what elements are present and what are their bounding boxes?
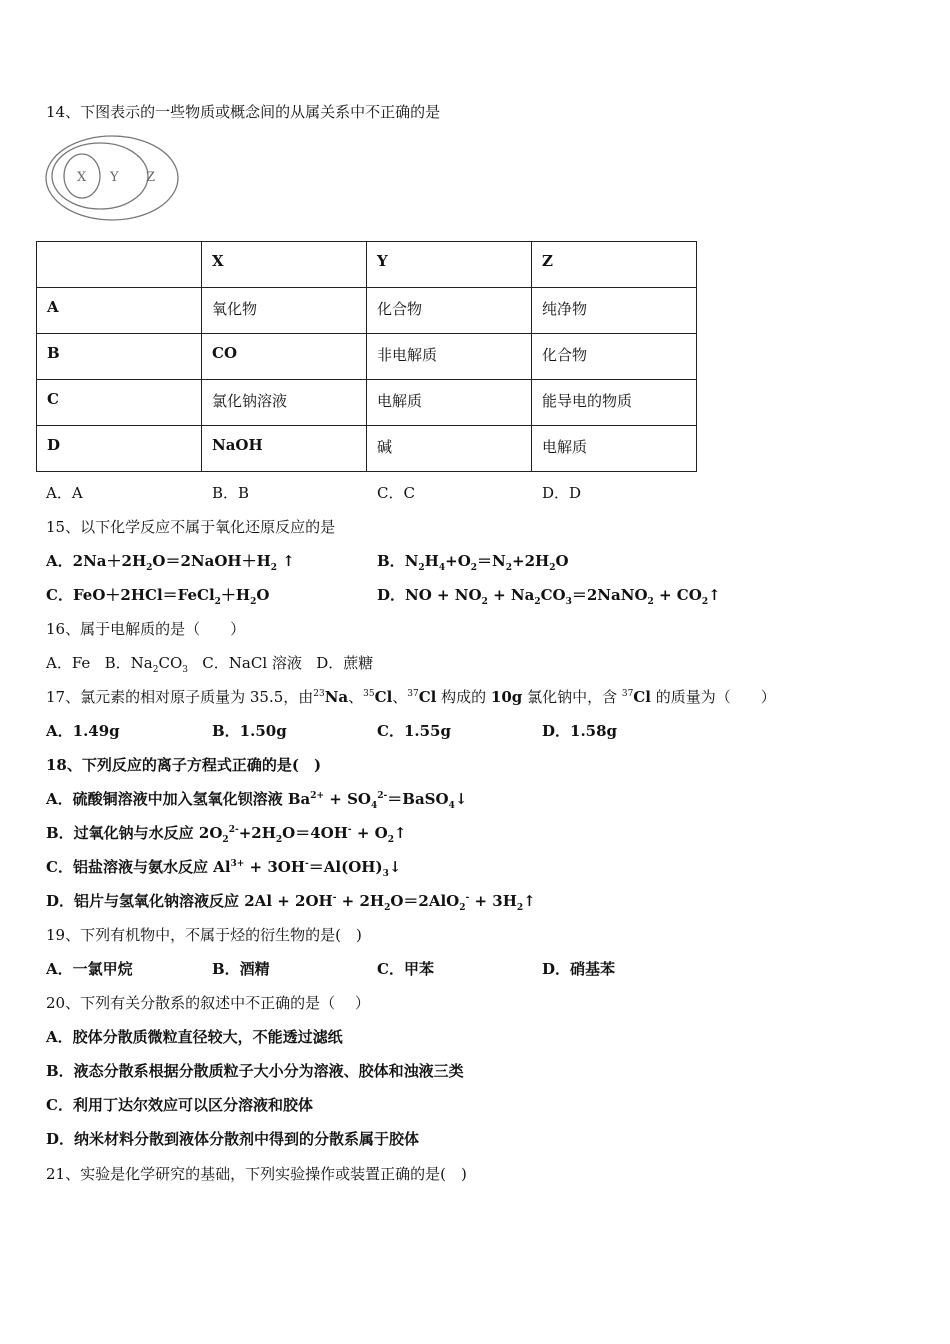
q15-option-b[interactable]: B．$N_2H_4+O_2=N_2+2H_2O$	[377, 552, 569, 573]
q18-option-d[interactable]: D．铝片与氢氧化钠溶液反应 $2Al + 2OH^- + 2H_2O=2AlO_2^-$ + $3H_2↑$	[46, 892, 536, 913]
q19-question: 19、下列有机物中，不属于烃的衍生物的是( )	[46, 926, 362, 944]
table-cell: 氧化物	[202, 288, 367, 334]
q14-option-a[interactable]: A．A	[46, 484, 83, 502]
table-cell: B	[37, 334, 202, 380]
q17-option-b[interactable]: B．1.50g	[212, 722, 287, 740]
q14-table	[36, 241, 697, 472]
option-text: B．过氧化钠与水反应	[46, 824, 194, 842]
q15-option-a[interactable]: A．$2Na+2H_2O=2NaOH+H_2$ ↑	[46, 552, 295, 573]
option-label: B．	[377, 552, 405, 570]
venn-label-z: Z	[146, 170, 156, 185]
q21-question: 21、实验是化学研究的基础，下列实验操作或装置正确的是( )	[46, 1165, 467, 1183]
option-text: D．铝片与氢氧化钠溶液反应	[46, 892, 240, 910]
venn-label-x: X	[77, 170, 87, 185]
option-text: C．铝盐溶液与氨水反应	[46, 858, 208, 876]
q20-option-b[interactable]: B．液态分散系根据分散质粒子大小分为溶液、胶体和浊液三类	[46, 1062, 464, 1080]
q20-option-c[interactable]: C．利用丁达尔效应可以区分溶液和胶体	[46, 1096, 313, 1114]
table-cell: CO	[202, 334, 367, 380]
table-cell: 化合物	[532, 334, 697, 380]
table-cell: 纯净物	[532, 288, 697, 334]
q18-option-b[interactable]: B．过氧化钠与水反应 $2O_2^{2-}+2H_2O=4OH^-$ + $O_2↑$	[46, 824, 407, 845]
option-text: A．硫酸铜溶液中加入氢氧化钡溶液	[46, 790, 283, 808]
q15-question: 15、以下化学反应不属于氧化还原反应的是	[46, 518, 336, 536]
q14-question: 14、下图表示的一些物质或概念间的从属关系中不正确的是	[46, 103, 441, 121]
venn-diagram	[44, 134, 184, 224]
table-cell: 电解质	[532, 426, 697, 472]
venn-label-y: Y	[110, 170, 119, 185]
q19-option-a[interactable]: A．一氯甲烷	[46, 960, 133, 978]
q19-option-c[interactable]: C．甲苯	[377, 960, 434, 978]
q18-option-c[interactable]: C．铝盐溶液与氨水反应 $Al^{3+}$ + $3OH^-=Al(OH)_3↓$	[46, 858, 402, 879]
q16-options	[46, 653, 373, 673]
q15-option-d[interactable]: D．NO + $NO_2$ + $Na_2CO_3=2NaNO_2$ + $CO_2↑$	[377, 586, 721, 607]
q18-question: 18、下列反应的离子方程式正确的是( )	[46, 756, 322, 774]
q16-option-b[interactable]: B．$Na_2CO_3$	[104, 654, 188, 675]
table-cell: Y	[367, 242, 532, 288]
option-label: B．	[104, 654, 131, 672]
q17-option-c[interactable]: C．1.55g	[377, 722, 451, 740]
q16-option-a[interactable]: A．Fe	[46, 654, 91, 672]
q18-option-a[interactable]: A．硫酸铜溶液中加入氢氧化钡溶液 $Ba^{2+}$ + $SO_4^{2-}=BaSO_4↓$	[46, 790, 468, 811]
q19-option-b[interactable]: B．酒精	[212, 960, 270, 978]
table-cell: C	[37, 380, 202, 426]
table-cell: Z	[532, 242, 697, 288]
table-row	[37, 334, 697, 380]
q20-option-a[interactable]: A．胶体分散质微粒直径较大，不能透过滤纸	[46, 1028, 343, 1046]
q14-option-c[interactable]: C．C	[377, 484, 415, 502]
table-cell: 化合物	[367, 288, 532, 334]
table-cell: D	[37, 426, 202, 472]
q17-question: 17、氯元素的相对原子质量为 35.5，由$^{23}$Na、$^{35}$Cl、$^{37}$Cl 构成的 10g 氯化钠中，含 $^{37}$Cl 的质量为（ ）	[46, 688, 776, 706]
table-row	[37, 380, 697, 426]
table-cell: 氯化钠溶液	[202, 380, 367, 426]
q19-option-d[interactable]: D．硝基苯	[542, 960, 616, 978]
q20-question: 20、下列有关分散系的叙述中不正确的是（ ）	[46, 994, 370, 1012]
table-row	[37, 426, 697, 472]
table-row	[37, 242, 697, 288]
table-cell: NaOH	[202, 426, 367, 472]
q20-option-d[interactable]: D．纳米材料分散到液体分散剂中得到的分散系属于胶体	[46, 1130, 420, 1148]
option-label: A．	[46, 552, 73, 570]
q16-option-d[interactable]: D．蔗糖	[316, 654, 374, 672]
q15-option-c[interactable]: C．$FeO+2HCl=FeCl_2+H_2O$	[46, 586, 270, 607]
q14-option-b[interactable]: B．B	[212, 484, 250, 502]
table-cell: A	[37, 288, 202, 334]
q14-option-d[interactable]: D．D	[542, 484, 582, 502]
table-cell: 能导电的物质	[532, 380, 697, 426]
q17-text-end: 的质量为（ ）	[655, 688, 776, 706]
table-cell: 非电解质	[367, 334, 532, 380]
table-cell: 电解质	[367, 380, 532, 426]
table-cell	[37, 242, 202, 288]
q16-question: 16、属于电解质的是（ ）	[46, 620, 246, 638]
q17-option-d[interactable]: D．1.58g	[542, 722, 618, 740]
option-label: C．	[46, 586, 73, 604]
table-cell: 碱	[367, 426, 532, 472]
table-cell: X	[202, 242, 367, 288]
option-label: D．	[377, 586, 406, 604]
q16-option-c[interactable]: C．NaCl 溶液	[202, 654, 302, 672]
table-row	[37, 288, 697, 334]
q17-option-a[interactable]: A．1.49g	[46, 722, 120, 740]
q17-text-start: 17、氯元素的相对原子质量为 35.5，由	[46, 688, 314, 706]
